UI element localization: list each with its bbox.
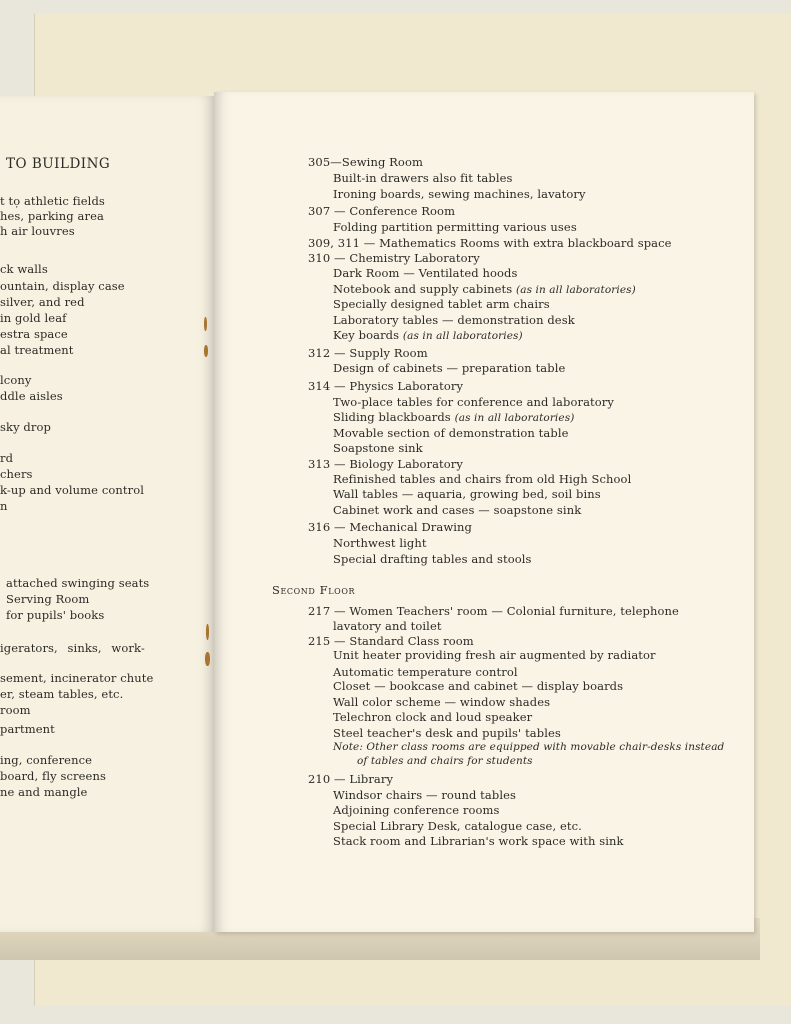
room-heading-313: 313 — Biology Laboratory bbox=[308, 457, 463, 471]
room-detail bbox=[333, 328, 523, 343]
room-detail bbox=[333, 410, 574, 425]
room-heading-316: 316 — Mechanical Drawing bbox=[308, 520, 473, 534]
note-line: of tables and chairs for students bbox=[357, 755, 533, 767]
staple-stain bbox=[206, 624, 209, 640]
left-line: al treatment bbox=[0, 343, 74, 357]
room-detail: Movable section of demonstration table bbox=[333, 426, 569, 440]
room-detail: Two-place tables for conference and laboratory bbox=[333, 395, 614, 409]
room-detail: Special drafting tables and stools bbox=[333, 552, 532, 566]
left-line: ountain, display case bbox=[0, 279, 125, 293]
left-line: rd bbox=[0, 451, 14, 465]
left-line: silver, and red bbox=[0, 295, 85, 309]
room-heading-217: 217 — Women Teachers' room — Colonial furniture, telephone bbox=[308, 604, 679, 618]
room-detail: Unit heater providing fresh air augmented by radiator bbox=[333, 648, 656, 662]
room-detail: Wall color scheme — window shades bbox=[333, 695, 551, 709]
left-line: h air louvres bbox=[0, 224, 75, 238]
room-detail: Automatic temperature control bbox=[333, 665, 518, 679]
left-line: k-up and volume control bbox=[0, 483, 145, 497]
room-detail: Folding partition permitting various uses bbox=[333, 220, 577, 234]
room-detail: Telechron clock and loud speaker bbox=[333, 710, 533, 724]
room-detail-note: (as in all laboratories) bbox=[516, 284, 636, 296]
room-detail-note: (as in all laboratories) bbox=[402, 330, 523, 342]
room-detail: Specially designed tablet arm chairs bbox=[333, 297, 550, 311]
room-detail: Closet — bookcase and cabinet — display boards bbox=[333, 679, 624, 693]
left-line: in gold leaf bbox=[0, 311, 67, 325]
room-detail-text: Sliding blackboards bbox=[333, 410, 451, 424]
room-detail: Adjoining conference rooms bbox=[333, 803, 500, 817]
left-line: ing, conference bbox=[0, 753, 93, 767]
left-line: igerators, sinks, work- bbox=[0, 641, 145, 655]
room-detail-text: Key boards bbox=[333, 328, 400, 342]
left-page-heading: TO BUILDING bbox=[6, 156, 111, 172]
left-line: t tọ athletic fields bbox=[0, 194, 105, 208]
room-detail: lavatory and toilet bbox=[333, 619, 442, 633]
room-detail: Windsor chairs — round tables bbox=[333, 788, 517, 802]
left-line: n bbox=[0, 499, 8, 513]
staple-stain bbox=[204, 317, 207, 331]
room-detail: Refinished tables and chairs from old High School bbox=[333, 472, 632, 486]
room-detail: Cabinet work and cases — soapstone sink bbox=[333, 503, 582, 517]
left-page bbox=[0, 96, 214, 932]
room-detail-note: (as in all laboratories) bbox=[454, 412, 575, 424]
left-line: ddle aisles bbox=[0, 389, 63, 403]
left-line: Serving Room bbox=[6, 592, 90, 606]
staple-stain bbox=[205, 652, 210, 666]
room-detail: Built-in drawers also fit tables bbox=[333, 171, 513, 185]
section-heading-second-floor: Second Floor bbox=[272, 583, 356, 597]
room-detail: Special Library Desk, catalogue case, etc. bbox=[333, 819, 582, 833]
right-page bbox=[214, 92, 754, 932]
left-line: partment bbox=[0, 722, 55, 736]
left-line: chers bbox=[0, 467, 33, 481]
left-line: for pupils' books bbox=[6, 608, 105, 622]
room-detail: Dark Room — Ventilated hoods bbox=[333, 266, 518, 280]
left-line: ck walls bbox=[0, 262, 48, 276]
room-heading-305: 305—Sewing Room bbox=[308, 155, 423, 169]
left-line: hes, parking area bbox=[0, 209, 104, 223]
left-line: attached swinging seats bbox=[6, 576, 150, 590]
room-heading-210: 210 — Library bbox=[308, 772, 394, 786]
left-line: board, fly screens bbox=[0, 769, 106, 783]
left-line: ne and mangle bbox=[0, 785, 88, 799]
room-detail-text: Notebook and supply cabinets bbox=[333, 282, 513, 296]
left-line: lcony bbox=[0, 373, 32, 387]
left-line: estra space bbox=[0, 327, 68, 341]
room-heading-307: 307 — Conference Room bbox=[308, 204, 456, 218]
room-detail: Ironing boards, sewing machines, lavatory bbox=[333, 187, 586, 201]
room-heading-309-311: 309, 311 — Mathematics Rooms with extra blackboard space bbox=[308, 236, 672, 250]
room-detail: Northwest light bbox=[333, 536, 427, 550]
room-heading-215: 215 — Standard Class room bbox=[308, 634, 474, 648]
room-detail: Stack room and Librarian's work space with sink bbox=[333, 834, 624, 848]
room-heading-310: 310 — Chemistry Laboratory bbox=[308, 251, 480, 265]
note-line: Note: Other class rooms are equipped with movable chair-desks instead bbox=[333, 741, 725, 753]
room-detail bbox=[333, 282, 636, 297]
left-line: sement, incinerator chute bbox=[0, 671, 154, 685]
staple-stain bbox=[204, 345, 208, 357]
room-detail: Steel teacher's desk and pupils' tables bbox=[333, 726, 561, 740]
room-detail: Design of cabinets — preparation table bbox=[333, 361, 566, 375]
left-line: er, steam tables, etc. bbox=[0, 687, 124, 701]
room-detail: Soapstone sink bbox=[333, 441, 423, 455]
room-heading-312: 312 — Supply Room bbox=[308, 346, 428, 360]
left-line: sky drop bbox=[0, 420, 51, 434]
room-heading-314: 314 — Physics Laboratory bbox=[308, 379, 464, 393]
room-detail: Wall tables — aquaria, growing bed, soil bins bbox=[333, 487, 601, 501]
room-detail: Laboratory tables — demonstration desk bbox=[333, 313, 575, 327]
left-line: room bbox=[0, 703, 31, 717]
